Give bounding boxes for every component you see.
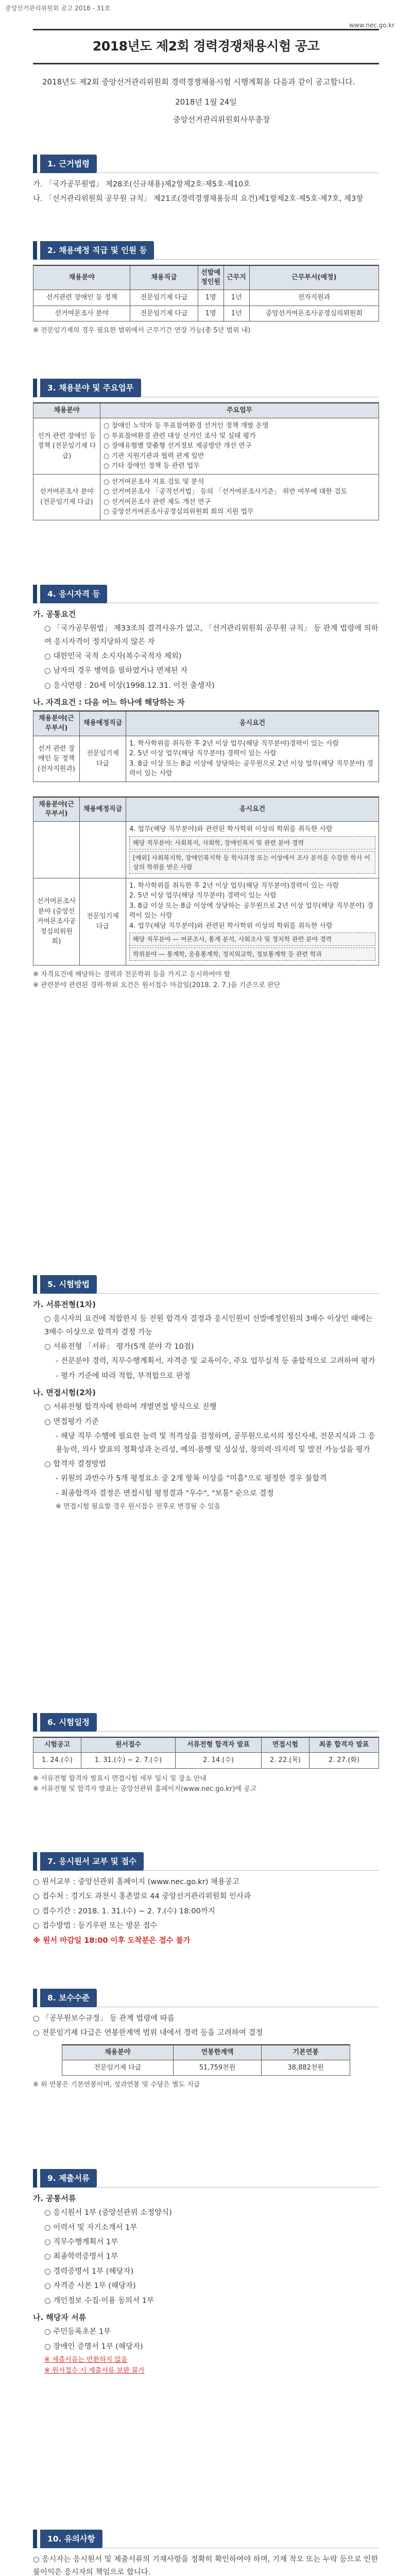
s6-th-1: 원서접수 <box>81 1737 175 1753</box>
top-bar-text: 중앙선거관리위원회 공고 2018 - 31호 <box>5 5 111 12</box>
s5-na5: - 위원의 과반수가 5개 평정요소 중 2개 항목 이상을 "미흡"으로 평정한 경우 불합격 <box>56 1475 327 1483</box>
table-cell <box>100 418 379 474</box>
s8-th-0: 채용분야 <box>62 2045 174 2060</box>
bar <box>33 2169 37 2188</box>
s5-na7: ※ 면접시험 필요할 경우 원서접수 전후로 변경될 수 있음 <box>56 1503 221 1511</box>
s9-ga1: ○ 응시원서 1부 (중앙선관위 소정양식) <box>44 2209 172 2217</box>
s7-a3: ○ 접수기간 : 2018. 1. 31.(수) ~ 2. 7.(수) 18:00까지 <box>33 1907 215 1916</box>
s4-t2h-0: 채용분야(근무부서) <box>33 797 80 822</box>
s5-ga1: ○ 응시자의 요건에 적합한지 등 전원 합격자 결정과 응시인원이 선발예정인원의 3배수 이상인 때에는 3배수 이상으로 합격자 결정 가능 <box>44 1315 373 1336</box>
table-row <box>33 822 379 878</box>
element <box>33 265 379 290</box>
table-cell <box>126 736 379 782</box>
s3-rows-0-k: 선거 관련 장애인 등 정책 (전문임기제 다급) <box>33 418 100 474</box>
sech <box>33 379 379 397</box>
bar <box>33 379 37 397</box>
sech <box>33 2530 379 2548</box>
s4-t1-v-2: 3. 8급 이상 또는 8급 이상에 상당하는 공무원으로 2년 이상 업무(해당 직무분야) 경력이 있는 사람 <box>129 759 373 778</box>
s4-t1h-0: 채용분야(근무부서) <box>33 711 80 736</box>
element <box>62 2045 350 2060</box>
notice-page <box>33 29 379 126</box>
s5-ga3: - 전문분야 경력, 직무수행계획서, 자격증 및 교육이수, 주요 업무실적 등 종합적으로 고려하여 평가 <box>56 1357 375 1366</box>
s2-rows-0-0: 선거관련 장애인 등 정책 <box>33 290 130 306</box>
s7-a1: ○ 원서교부 : 중앙선관위 홈페이지 (www.nec.go.kr) 채용공고 <box>33 1878 239 1886</box>
s2-rows-0-1: 전문임기제 다급 <box>130 290 198 306</box>
s4-t2a-box2: [예외] 사회복지학, 장애인복지학 등 학사과정 또는 이상에서 조사 분석을 수강한 학사 이상의 학위를 받은 사람 <box>129 851 375 874</box>
s8-row-2: 38,882천원 <box>262 2060 350 2076</box>
sech <box>33 241 379 260</box>
bar <box>33 2530 37 2548</box>
element <box>33 1737 379 1753</box>
table-row <box>33 1753 379 1769</box>
s1-l1: 가. 「국가공무원법」 제28조(신규채용)제2항제2호·제5호·제10호 <box>33 180 251 189</box>
s2-th-2: 선발예정인원 <box>198 265 224 290</box>
notice-org: 중앙선거관리위원회사무총장 <box>173 114 270 124</box>
table-row <box>33 736 379 782</box>
s4-t1-v-0: 1. 학사학위를 취득한 후 2년 이상 업무(해당 직무분야)경력이 있는 사람 <box>129 739 339 748</box>
s3-th-0: 채용분야 <box>33 403 100 418</box>
s6-th-4: 최종 합격자 발표 <box>309 1737 379 1753</box>
positions-table <box>33 265 379 321</box>
s6-row-0: 1. 24.(수) <box>33 1753 81 1769</box>
s5-na1: ○ 서류전형 합격자에 한하여 개별면접 방식으로 진행 <box>44 1403 217 1412</box>
s9-h: 9. 제출서류 <box>40 2169 97 2188</box>
schedule-table <box>33 1737 379 1769</box>
s2-rows-0-2: 1명 <box>198 290 224 306</box>
s5-h: 5. 시험방법 <box>40 1275 97 1294</box>
s3-rows-0-v-1: ○ 투표참여환경 관련 대상 선거인 조사 및 실태 평가 <box>104 432 256 440</box>
s7-h: 7. 응시원서 교부 및 접수 <box>40 1852 144 1871</box>
bar <box>33 1989 37 2007</box>
section-legal-basis <box>33 155 379 208</box>
s2-h: 2. 채용예정 직급 및 인원 등 <box>40 241 154 260</box>
s4-ga2: ○ 대한민국 국적 소지자(복수국적자 제외) <box>44 652 182 660</box>
s4-t2h-1: 채용예정직급 <box>80 797 126 822</box>
s8-th-2: 기본연봉 <box>262 2045 350 2060</box>
bar <box>33 241 37 260</box>
table-row <box>33 418 379 474</box>
s2-th-1: 채용직급 <box>130 265 198 290</box>
element <box>33 797 379 822</box>
table-row <box>33 306 379 321</box>
s4-t1h-2: 응시요건 <box>126 711 379 736</box>
s2-note: ※ 전문임기제의 경우 필요한 범위에서 근무기간 연장 가능(총 5년 범위 내) <box>33 327 251 335</box>
s1-h: 1. 근거법령 <box>40 155 97 173</box>
table-row <box>33 290 379 306</box>
bar <box>33 1852 37 1871</box>
s2-rows-1-3: 1년 <box>224 306 249 321</box>
s4-t2-g: 전문임기제 다급 <box>80 878 126 965</box>
s9-ga: 가. 공통서류 <box>33 2194 76 2203</box>
s4-t1h-1: 채용예정직급 <box>80 711 126 736</box>
s2-th-0: 채용분야 <box>33 265 130 290</box>
section-exam-method <box>33 1275 379 1513</box>
s8-row-0: 전문임기제 다급 <box>62 2060 174 2076</box>
element <box>33 711 379 736</box>
s6-n1: ※ 서류전형 합격자 발표시 면접시험 세부 일시 및 장소 안내 <box>33 1774 207 1783</box>
s6-row-1: 1. 31.(수) ~ 2. 7.(수) <box>81 1753 175 1769</box>
eligibility-table-1 <box>33 710 379 782</box>
s8-n1: ※ 위 연봉은 기본연봉이며, 성과연봉 및 수당은 별도 지급 <box>33 2081 200 2089</box>
s8-a2: ○ 전문임기제 다급은 연봉한계액 범위 내에서 경력 등을 고려하여 결정 <box>33 2029 263 2038</box>
s9-ga6: ○ 자격증 사본 1부 (해당자) <box>44 2282 136 2291</box>
s2-th-3: 근무지 <box>224 265 249 290</box>
s9-ga5: ○ 경력증명서 1부 (해당자) <box>44 2267 134 2276</box>
s4-ga: 가. 공통요건 <box>33 609 76 619</box>
s10-a1: ○ 응시자는 응시원서 및 제출서류의 기재사항을 정확히 확인하여야 하며, 기재 착오 또는 누락 등으로 인한 불이익은 응시자의 책임으로 합니다. <box>33 2555 379 2576</box>
sech <box>33 1713 379 1732</box>
s7-a4: ○ 접수방법 : 등기우편 또는 방문 접수 <box>33 1922 158 1930</box>
s4-t2h-2: 응시요건 <box>126 797 379 822</box>
table-cell <box>126 878 379 965</box>
s4-t2-v-3: 4. 업무(해당 직무분야)와 관련된 학사학위 이상의 학위를 취득한 사람 <box>129 922 333 930</box>
s7-a2: ○ 접수처 : 경기도 과천시 홍촌말로 44 중앙선거관리위원회 인사과 <box>33 1892 251 1901</box>
sech <box>33 1275 379 1294</box>
section-positions <box>33 241 379 336</box>
s2-rows-1-0: 선거여론조사 분야 <box>33 306 130 321</box>
section-documents <box>33 2169 379 2376</box>
s9-ga2: ○ 이력서 및 자기소개서 1부 <box>44 2223 138 2232</box>
s4-t1-g: 전문임기제 다급 <box>80 736 126 782</box>
table-row <box>33 474 379 520</box>
s9-ga3: ○ 직무수행계획서 1부 <box>44 2238 118 2246</box>
s2-rows-0-3: 1년 <box>224 290 249 306</box>
s5-ga: 가. 서류전형(1차) <box>33 1300 96 1309</box>
s6-h: 6. 시험일정 <box>40 1713 97 1732</box>
s6-n2: ※ 서류전형 및 합격자 발표는 중앙선관위 홈페이지(www.nec.go.kr)에 공고 <box>33 1785 257 1793</box>
s3-rows-1-v-1: ○ 선거여론조사 「공직선거법」 등의 「선거여론조사기준」 위반 여부에 대한 검토 <box>104 488 348 496</box>
s4-t2a-v-0: 4. 업무(해당 직무분야)와 관련된 학사학위 이상의 학위를 취득한 사람 <box>129 825 333 834</box>
s8-h: 8. 보수수준 <box>40 1989 97 2007</box>
sech <box>33 1852 379 1871</box>
s4-na: 나. 자격요건 : 다음 어느 하나에 해당하는 자 <box>33 698 185 707</box>
s4-t2-box: 해당 직무분야 — 여론조사, 통계 분석, 사회조사 및 정치학 관련 분야 경력 <box>129 933 375 946</box>
table-row <box>33 878 379 965</box>
sech <box>33 1989 379 2007</box>
duties-table <box>33 402 379 520</box>
table-cell <box>100 474 379 520</box>
s4-t2-v-0: 1. 학사학위를 취득한 후 2년 이상 업무(해당 직무분야)경력이 있는 사람 <box>129 882 339 890</box>
s10-h: 10. 유의사항 <box>40 2530 102 2548</box>
section-duties <box>33 379 379 520</box>
s6-th-3: 면접시험 <box>262 1737 310 1753</box>
notice-date: 2018년 1월 24일 <box>175 97 237 107</box>
s4-t2-box2: 학위분야 — 통계학, 응용통계학, 정치외교학, 정보통계학 등 관련 학과 <box>129 947 375 961</box>
notice-title: 2018년도 제2회 경력경쟁채용시험 공고 <box>33 29 379 64</box>
s5-na2: ○ 면접평가 기준 <box>44 1417 99 1426</box>
s5-na3: - 해당 직무 수행에 필요한 능력 및 적격성을 검정하며, 공무원으로서의 정신자세, 전문지식과 그 응용능력, 의사 발표의 정확성과 논리성, 예의·품행 및 성실성, 창의력·의지력 및 발전 가능성을 평가 <box>56 1432 375 1454</box>
s9-ga7: ○ 개인정보 수집·이용 동의서 1부 <box>44 2296 154 2305</box>
s7-a5: ※ 원서 마감일 18:00 이후 도착분은 접수 불가 <box>33 1936 191 1945</box>
s4-t1-v-1: 2. 5년 이상 업무(해당 직무분야) 경력이 있는 사람 <box>129 750 277 758</box>
table-cell <box>126 822 379 878</box>
s8-a1: ○ 「공무원보수규정」 등 관계 법령에 따름 <box>33 2014 175 2023</box>
s5-ga4: - 평가 기준에 따라 적합, 부적합으로 판정 <box>56 1371 191 1380</box>
section-heading <box>33 155 379 173</box>
s6-row-4: 2. 27.(화) <box>309 1753 379 1769</box>
s6-th-0: 시험공고 <box>33 1737 81 1753</box>
s4-t1-k: 선거 관련 장애인 등 정책 (전자지원과) <box>33 736 80 782</box>
s3-rows-0-v-4: ○ 기타 장애인 정책 등 관련 업무 <box>104 462 200 470</box>
s4-ga4: ○ 응시연령 : 20세 이상(1998.12.31. 이전 출생자) <box>44 681 215 690</box>
s9-na: 나. 해당자 서류 <box>33 2312 87 2322</box>
s4-ga3: ○ 남자의 경우 병역을 필하였거나 면제된 자 <box>44 667 188 675</box>
s2-rows-0-4: 전자지원과 <box>249 290 379 306</box>
salary-table <box>62 2044 350 2076</box>
section-application <box>33 1852 379 1949</box>
s1-l2: 나. 「선거관리위원회 공무원 규칙」 제21조(경력경쟁채용등의 요건)제1항제2호·제5호·제7호, 제3항 <box>33 195 364 204</box>
table-cell <box>80 822 126 878</box>
s9-na4: ※ 원서접수 시 제출서류 보완 불가 <box>44 2366 145 2375</box>
sech <box>33 2169 379 2188</box>
s3-rows-1-v-0: ○ 선거여론조사 지표 검토 및 분석 <box>104 478 204 486</box>
element <box>33 403 379 418</box>
s3-rows-1-k: 선거여론조사 분야 (전문임기제 다급) <box>33 474 100 520</box>
top-bar <box>0 0 412 18</box>
s3-rows-1-v-2: ○ 선거여론조사 관련 제도 개선 연구 <box>104 498 211 506</box>
section-notes <box>33 2530 379 2576</box>
s8-th-1: 연봉한계액 <box>173 2045 262 2060</box>
table-cell <box>33 822 80 878</box>
s2-rows-1-4: 중앙선거여론조사공정심의위원회 <box>249 306 379 321</box>
section-schedule <box>33 1713 379 1795</box>
s4-t2a-box1: 해당 직무분야: 사회복지, 사회학, 장애인복지 및 관련 분야 경력 <box>129 836 375 850</box>
bar <box>33 155 37 173</box>
s3-rows-0-v-2: ○ 장애유형별 맞춤형 선거정보 제공방안 개선 연구 <box>104 442 252 450</box>
s2-rows-1-2: 1명 <box>198 306 224 321</box>
s4-h: 4. 응시자격 등 <box>40 585 107 603</box>
s6-row-3: 2. 22.(목) <box>262 1753 310 1769</box>
s4-n2: ※ 관련분야 관련된 경력·학위 요건은 원서접수 마감일(2018. 2. 7.)을 기준으로 판단 <box>33 981 281 989</box>
s3-h: 3. 채용분야 및 주요업무 <box>40 379 141 397</box>
s5-na4: ○ 합격자 결정방법 <box>44 1460 106 1468</box>
s9-na1: ○ 주민등록초본 1부 <box>44 2328 111 2336</box>
s9-ga4: ○ 최종학력증명서 1부 <box>44 2252 118 2261</box>
site-url[interactable]: www.nec.go.kr <box>349 22 394 29</box>
eligibility-table-2 <box>33 796 379 965</box>
s4-ga1: ○ 「국가공무원법」 제33조의 결격사유가 없고, 「선거관리위원회 공무원 규칙」 등 관계 법령에 의하여 응시자격이 정지당하지 않은 자 <box>44 624 379 646</box>
s3-rows-0-v-3: ○ 기관 지원기관과 협력 관계 일반 <box>104 452 204 460</box>
s4-t2-v-2: 3. 8급 이상 또는 8급 이상에 상당하는 공무원으로 2년 이상 업무(해당 직무분야) 경력이 있는 사람 <box>129 902 373 920</box>
section-salary <box>33 1989 379 2091</box>
s4-t2-v-1: 2. 5년 이상 업무(해당 직무분야) 경력이 있는 사람 <box>129 892 277 900</box>
s9-na3: ※ 제출서류는 반환하지 않음 <box>44 2355 128 2364</box>
s9-na2: ○ 장애인 증명서 1부 (해당자) <box>44 2342 143 2351</box>
s5-na: 나. 면접시험(2차) <box>33 1388 96 1398</box>
intro-paragraph: 2018년도 제2회 중앙선거관리위원회 경력경쟁채용시험 시행계획을 다음과 같이 공고합니다. <box>42 77 355 87</box>
s8-row-1: 51,759천원 <box>173 2060 262 2076</box>
s6-row-2: 2. 14.(수) <box>176 1753 262 1769</box>
s5-na6: - 최종합격자 결정은 면접시험 평정결과 "우수", "보통" 순으로 결정 <box>56 1489 274 1498</box>
bar <box>33 1275 37 1294</box>
s4-n1: ※ 자격요건에 해당하는 경력과 전문학위 등을 가지고 응시하여야 함 <box>33 971 231 979</box>
bar <box>33 1713 37 1732</box>
sech <box>33 585 379 603</box>
bar <box>33 585 37 603</box>
s3-rows-0-v-0: ○ 장애인 노약자 등 투표참여환경 선거인 정책 개발 운영 <box>104 422 269 430</box>
s3-rows-1-v-3: ○ 중앙선거여론조사공정심의위원회 회의 지원 업무 <box>104 508 254 516</box>
s6-th-2: 서류전형 합격자 발표 <box>176 1737 262 1753</box>
s5-ga2: ○ 서류전형 「서류」 평가(5개 분야 각 10점) <box>44 1343 194 1351</box>
table-row <box>62 2060 350 2076</box>
s3-th-1: 주요업무 <box>100 403 379 418</box>
s4-t2-k: 선거여론조사 분야 (중앙선거여론조사공정심의위원회) <box>33 878 80 965</box>
section-eligibility <box>33 585 379 991</box>
s2-rows-1-1: 전문임기제 다급 <box>130 306 198 321</box>
s2-th-4: 근무부서(예정) <box>249 265 379 290</box>
